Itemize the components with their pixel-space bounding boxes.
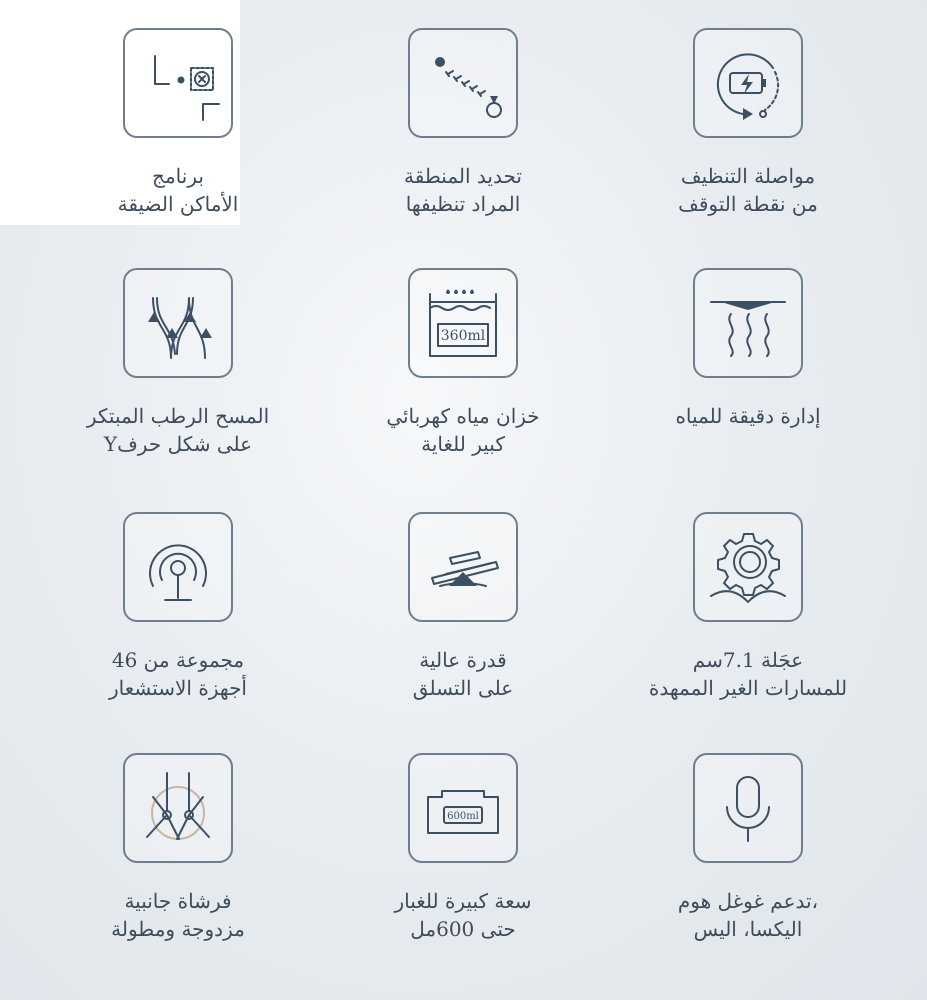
feature-narrow-spaces xyxy=(33,28,323,218)
feature-line1: المسح الرطب المبتكر xyxy=(86,404,270,428)
feature-resume-cleaning xyxy=(603,28,893,218)
feature-y-shape-mopping xyxy=(33,268,323,458)
zone-cleaning-icon xyxy=(408,28,518,138)
feature-line2: المراد تنظيفها xyxy=(405,192,521,216)
sensors-icon xyxy=(123,512,233,622)
feature-line2: على شكل حرفY xyxy=(103,432,253,456)
narrow-spaces-icon xyxy=(123,28,233,138)
feature-line2: حتى 600مل xyxy=(410,917,516,941)
feature-side-brushes xyxy=(33,753,323,943)
microphone-icon xyxy=(693,753,803,863)
feature-zone-cleaning xyxy=(318,28,608,218)
feature-climbing xyxy=(318,512,608,702)
water-tank-icon xyxy=(408,268,518,378)
feature-line1: عجَلة 7.1سم xyxy=(692,648,804,672)
feature-line2: أجهزة الاستشعار xyxy=(108,676,247,700)
feature-line1: إدارة دقيقة للمياه xyxy=(675,404,821,428)
feature-line1: ،تدعم غوغل هوم xyxy=(677,889,819,913)
feature-line1: فرشاة جانبية xyxy=(124,889,232,913)
feature-line1: قدرة عالية xyxy=(419,648,507,672)
feature-dustbin xyxy=(318,753,608,943)
feature-line1: تحديد المنطقة xyxy=(404,164,522,188)
resume-cleaning-icon xyxy=(693,28,803,138)
feature-line2: الأماكن الضيقة xyxy=(117,192,239,216)
feature-wheel xyxy=(603,512,893,702)
feature-line1: سعة كبيرة للغبار xyxy=(394,889,532,913)
feature-water-control xyxy=(603,268,893,430)
feature-sensors xyxy=(33,512,323,702)
water-control-icon xyxy=(693,268,803,378)
climbing-icon xyxy=(408,512,518,622)
side-brushes-icon xyxy=(123,753,233,863)
feature-line1: مجموعة من 46 xyxy=(111,648,245,672)
dustbin-capacity: 600ml xyxy=(447,811,479,822)
feature-line2: مزدوجة ومطولة xyxy=(111,917,245,941)
feature-line2: من نقطة التوقف xyxy=(678,192,818,216)
feature-line1: مواصلة التنظيف xyxy=(680,164,816,188)
water-tank-capacity: 360ml xyxy=(440,328,486,344)
y-shape-mopping-icon xyxy=(123,268,233,378)
feature-line2: للمسارات الغير الممهدة xyxy=(648,676,848,700)
dustbin-icon xyxy=(408,753,518,863)
feature-microphone xyxy=(603,753,893,943)
feature-water-tank xyxy=(318,268,608,458)
feature-line2: اليكسا، اليس xyxy=(693,917,803,941)
feature-line1: برنامج xyxy=(152,164,204,188)
feature-line2: على التسلق xyxy=(412,676,514,700)
feature-line2: كبير للغاية xyxy=(421,432,505,456)
feature-line1: خزان مياه كهربائي xyxy=(386,404,540,428)
wheel-icon xyxy=(693,512,803,622)
